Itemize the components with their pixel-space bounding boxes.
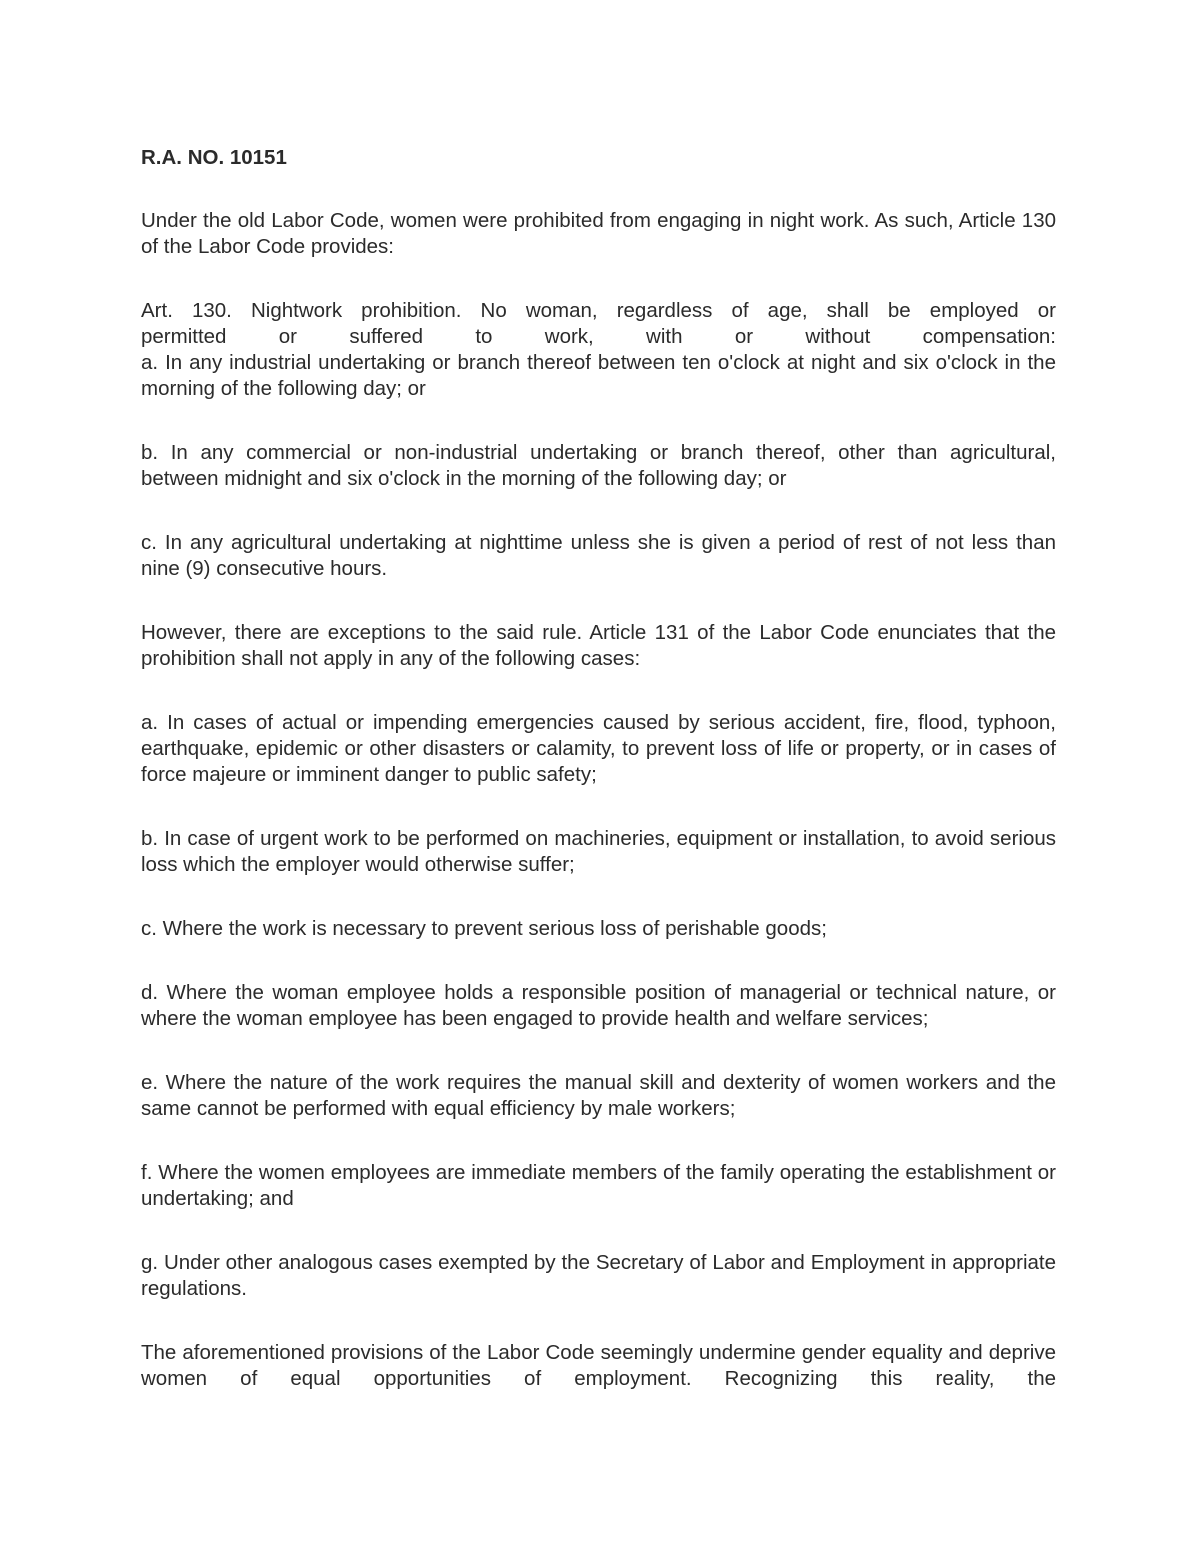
article-130-line-2: permitted or suffered to work, with or without compensation: bbox=[141, 325, 1056, 348]
document-body bbox=[141, 146, 1056, 1430]
exception-item-f: f. Where the women employees are immediate members of the family operating the establishment or undertaking; and bbox=[141, 1161, 1056, 1210]
exception-item-a: a. In cases of actual or impending emergencies caused by serious accident, fire, flood, typhoon, earthquake, epidemic or other disasters or calamity, to prevent loss of life or property, or in cases of force majeure or imminent danger to public safety; bbox=[141, 711, 1056, 786]
article-130-item-c: c. In any agricultural undertaking at nighttime unless she is given a period of rest of not less than nine (9) consecutive hours. bbox=[141, 531, 1056, 580]
article-130-paragraph bbox=[141, 298, 1056, 402]
article-130-item-b: b. In any commercial or non-industrial undertaking or branch thereof, other than agricultural, between midnight and six o'clock in the morning of the following day; or bbox=[141, 441, 1056, 490]
intro-paragraph: Under the old Labor Code, women were prohibited from engaging in night work. As such, Article 130 of the Labor Code provides: bbox=[141, 209, 1056, 258]
exception-item-g: g. Under other analogous cases exempted by the Secretary of Labor and Employment in appropriate regulations. bbox=[141, 1251, 1056, 1300]
exception-item-d: d. Where the woman employee holds a responsible position of managerial or technical nature, or where the woman employee has been engaged to provide health and welfare services; bbox=[141, 981, 1056, 1030]
document-title: R.A. NO. 10151 bbox=[141, 146, 287, 169]
closing-paragraph: The aforementioned provisions of the Labor Code seemingly undermine gender equality and deprive women of equal opportunities of employment. Recognizing this reality, the bbox=[141, 1341, 1056, 1390]
article-130-line-1: Art. 130. Nightwork prohibition. No woman, regardless of age, shall be employed or bbox=[141, 299, 1056, 322]
article-130-item-a: a. In any industrial undertaking or branch thereof between ten o'clock at night and six o'clock in the morning of the following day; or bbox=[141, 351, 1056, 400]
exception-item-e: e. Where the nature of the work requires the manual skill and dexterity of women workers and the same cannot be performed with equal efficiency by male workers; bbox=[141, 1071, 1056, 1120]
exception-item-c: c. Where the work is necessary to prevent serious loss of perishable goods; bbox=[141, 917, 827, 940]
exception-item-b: b. In case of urgent work to be performed on machineries, equipment or installation, to avoid serious loss which the employer would otherwise suffer; bbox=[141, 827, 1056, 876]
article-131-intro: However, there are exceptions to the said rule. Article 131 of the Labor Code enunciates that the prohibition shall not apply in any of the following cases: bbox=[141, 621, 1056, 670]
